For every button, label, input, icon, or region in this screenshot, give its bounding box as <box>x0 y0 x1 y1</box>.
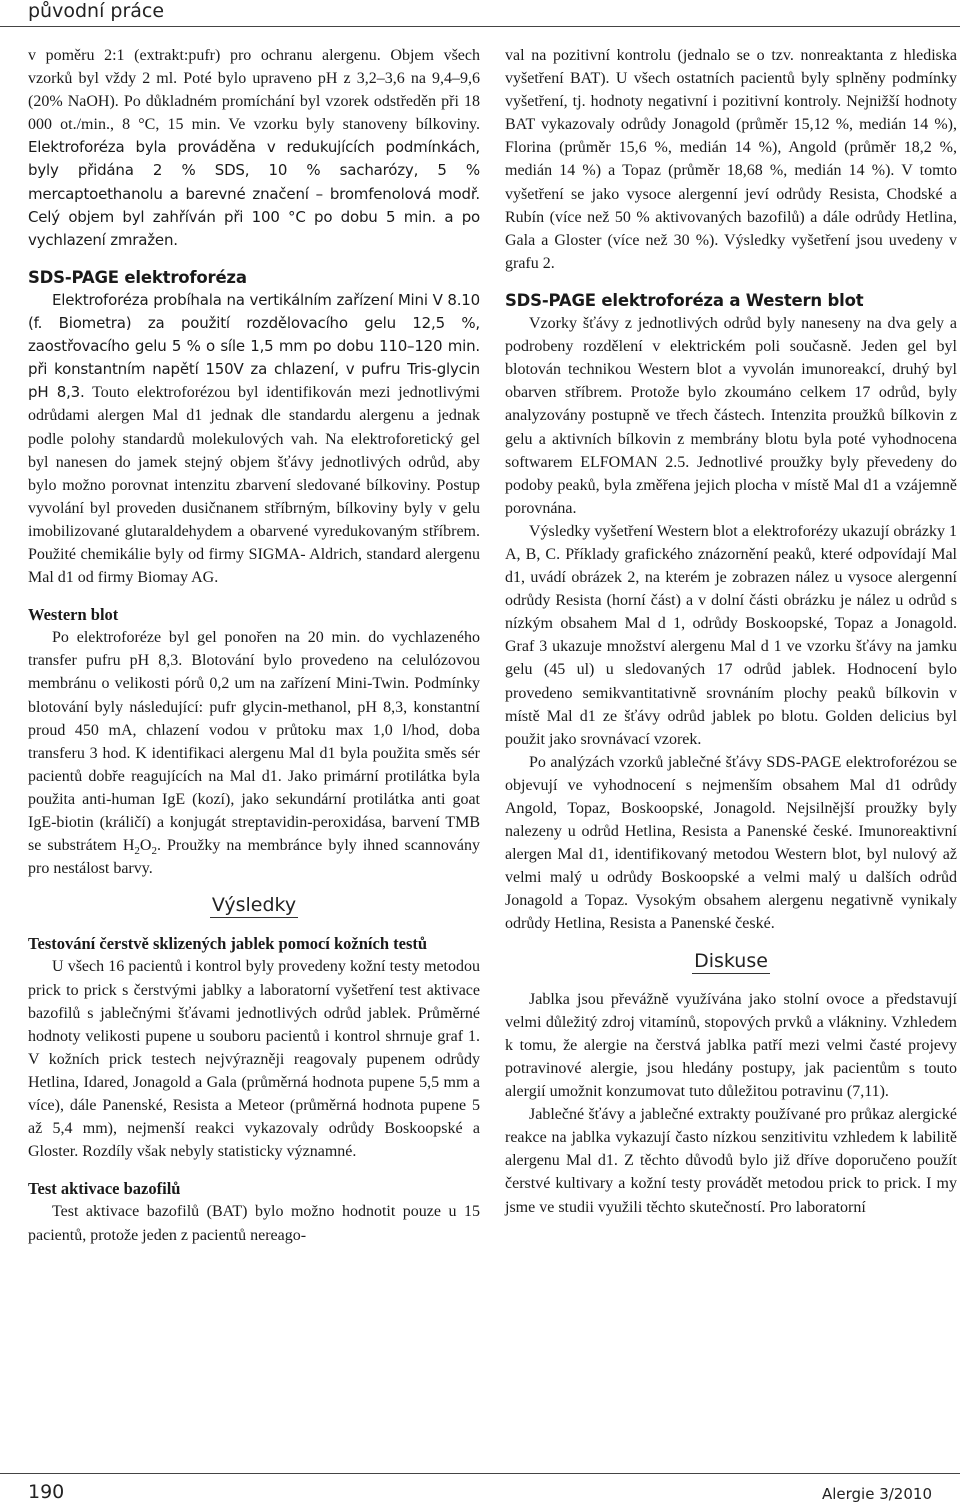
wb-text-end: . Proužky na membránce byly ihned scannovány pro nestálost barvy. <box>28 837 481 878</box>
wb-subscript-2: 2 <box>151 845 157 858</box>
discussion-paragraph-1: Jablka jsou převážně využívána jako stolní ovoce a představují velmi důležitý zdroj vitamínů, stopových prvků a vlákniny. Vzhledem k tomu, že alergie na čerstvá jablka patří mezi velmi časté projevy potravinové alergie, jsou hledány postupy, jak pacientům s touto alergií umožnit konzumovat tuto důležitou potravinu (7,11). <box>505 990 957 1101</box>
sds-page-paragraph <box>28 289 480 589</box>
sds-wb-paragraph-2: Výsledky vyšetření Western blot a elektroforézy ukazují obrázky 1 A, B, C. Příklady grafického znázornění peaků, které odpovídají Mal d1, uvádí obrázek 2, na kterém je zobrazen nález u vysoce alergenní odrůdy Resista (horní část) a v dolní části obrázku je nález u odrůd s nízkým obsahem Mal d 1, odrůdy Boskoopské, Topaz a Jonagold. Graf 3 ukazuje množství alergenu Mal d 1 ve vzorku šťávy na jamku gelu (45 ul) u sledovaných 17 odrůd jablek. Hodnocení bylo provedeno semikvantitativně srovnáním plochy peaků bílkovin v místě Mal d1 ze šťávy odrůd jablek po blotu. Golden delicius byl použit jako srovnávací vzorek. <box>505 522 957 748</box>
fresh-apples-heading: Testování čerstvě sklizených jablek pomocí kožních testů <box>28 934 428 954</box>
results-section-title <box>28 894 480 918</box>
bat-paragraph: Test aktivace bazofilů (BAT) bylo možno hodnotit pouze u 15 pacientů, protože jeden z pacientů nereago- <box>28 1203 480 1244</box>
sds-wb-paragraph-3: Po analýzách vzorků jablečné šťávy SDS-PAGE elektroforézou se objevují ve vyhodnocení s nejmenším obsahem Mal d1 odrůdy Angold, Topaz, Boskoopské, Jonagold. Nejsilnější proužky byly nalezeny u odrůd Hetlina, Resista a Panenské české. Imunoreaktivní alergen Mal d1, identifikovaný metodou Western blot, byl nulový až velmi malý u odrůdy Boskoopské a velmi malý u dalších odrůd Jonagold a Topaz. Vysokým obsahem alergenu negativně vynikaly odrůdy Hetlina, Resista a Panenské české. <box>505 753 957 933</box>
header-bar <box>0 0 960 27</box>
western-blot-paragraph <box>28 626 480 880</box>
section-label: původní práce <box>28 0 165 22</box>
wb-mid: O <box>139 837 152 855</box>
intro-text: v poměru 2:1 (extrakt:pufr) pro ochranu alergenu. Objem všech vzorků byl vždy 2 ml. Poté bylo upraveno pH z 3,2–3,6 na 9,4–9,6 (20% NaOH). Po důkladném promíchání byl vzorek odstředěn při 18 000 ot./min., 8 °C, 15 min. Ve vzorku byly stanoveny bílkoviny. <box>28 47 480 134</box>
sds-wb-paragraph-1: Vzorky šťávy z jednotlivých odrůd byly naneseny na dva gely a podrobeny rozdělení v elektrickém poli současně. Jeden gel byl blotován technikou Western blot a vyvolán imunoreakcí, druhý byl obarven stříbrem. Protože bylo zkoumáno celkem 17 odrůd, byly analyzovány postupně ve třech částech. Intenzita proužků bílkovin z gelu a aktivních bílkovin z membrány blotu byla poté vyhodnocena softwarem ELFOMAN 2.5. Jednotlivé proužky byly převedeny do podoby peaků, byla změřena jejich plocha v místě Mal d1 a vzájemně porovnána. <box>505 315 957 517</box>
right-column <box>505 44 957 1219</box>
footer-rule <box>0 1473 960 1474</box>
wb-subscript-1: 2 <box>134 845 140 858</box>
wb-text: Po elektroforéze byl gel ponořen na 20 min. do vychlazeného transfer pufru pH 8,3. Blotování bylo provedeno na celulózovou membránu o velikosti pórů 0,2 um na zařízení Mini-Twin. Podmínky blotování byly následující: pufr glycin-methanol, pH 8,3, konstantní proud 450 mA, chlazení vodou v průtoku max 1,0 l/hod, doba transferu 3 hod. K identifikaci alergenu Mal d1 byla použita směs sér pacientů dobře reagujících na Mal d1. Jako primární protilátka byla použita anti-human IgE (kozí), jako sekundární protilátka anti goat IgE-biotin (králičí) a konjugát streptavidin-peroxidása, barvení TMB se substrátem H <box>28 629 480 855</box>
intro-sans-text: Elektroforéza byla prováděna v redukujících podmínkách, byly přidána 2 % SDS, 10 % sacharózy, 5 % mercaptoethanolu a barevné značení – bromfenolová modř. Celý objem byl zahříván při 100 °C po dobu 5 min. a po vychlazení zmražen. <box>28 138 480 249</box>
left-column <box>28 44 480 1247</box>
fresh-apples-paragraph: U všech 16 pacientů i kontrol byly provedeny kožní testy metodou prick to prick s čerstvými jablky a laboratorní vyšetření test aktivace bazofilů s jablečnými šťávami jednotlivých odrůd jablek. Průměrné hodnoty velikosti pupene u souboru pacientů i kontrol shrnuje graf 1. V kožních prick testech nejvýrazněji reagovaly pupenem odrůdy Hetlina, Idared, Jonagold a Gala (průměrná hodnota pupene 5,5 mm a více), dále Panenské, Resista a Meteor (průměrná hodnota pupene 5 až 5,4 mm), nejmenší reakci vykazovaly odrůdy Boskoopské a Gloster. Rozdíly však nebyly statisticky významné. <box>28 958 480 1161</box>
bat-heading: Test aktivace bazofilů <box>28 1179 181 1199</box>
sds-wb-heading: SDS-PAGE elektroforéza a Western blot <box>505 290 864 310</box>
journal-issue: Alergie 3/2010 <box>821 1485 932 1503</box>
page-number: 190 <box>28 1481 65 1503</box>
bat-continuation-paragraph: val na pozitivní kontrolu (jednalo se o tzv. nonreaktanta z hlediska vyšetření BAT). U všech ostatních pacientů byly splněny podmínky vyšetření, tj. hodnoty negativní i pozitivní kontroly. Nejnižší hodnoty BAT vykazovaly odrůdy Jonagold (průměr 15,12 %, medián 14 %), Florina (průměr 15,6 %, medián 14 %), Angold (průměr 18,2 %, medián 14 %) a Topaz (průměr 18,68 %, medián 14 %). V tomto vyšetření se jako vysoce alergenní jeví odrůdy Resista, Chodské a Rubín (více než 50 % aktivovaných bazofilů) a dále odrůdy Hetlina, Gala a Gloster (více než 30 %). Výsledky vyšetření jsou uvedeny v grafu 2. <box>505 47 957 272</box>
discussion-paragraph-2: Jablečné šťávy a jablečné extrakty používané pro průkaz alergické reakce na jablka vykazují často nízkou senzitivitu vzhledem k labilitě alergenu Mal d1. Z těchto důvodů bylo již dříve doporučeno použít čerstvé kultivary a kožní testy provádět metodou prick to prick. I my jsme ve studii využili těchto skutečností. Pro laboratorní <box>505 1106 957 1216</box>
sds-serif-text: Touto elektroforézou byl identifikován mezi jednotlivými odrůdami alergen Mal d1 jednak dle standardu alergenu a jednak podle polohy standardů molekulových vah. Na elektroforetický gel byl nanesen do jamek stejný objem šťávy jednotlivých odrůd, aby bylo možno porovnat intenzitu zbarvení sledované bílkoviny. Postup vyvolání byl proveden dusičnanem stříbrným, bílkoviny byly v gelu imobilizované glutaraldehydem a obarvené vyredukovaným stříbrem. Použité chemikálie byly od firmy SIGMA- Aldrich, standard alergenu Mal d1 od firmy Biomay AG. <box>28 384 480 587</box>
results-title: Výsledky <box>211 894 297 917</box>
discussion-title: Diskuse <box>694 949 768 972</box>
intro-paragraph <box>28 44 480 252</box>
sds-page-heading: SDS-PAGE elektroforéza <box>28 267 247 287</box>
western-blot-heading: Western blot <box>28 605 119 625</box>
sds-sans-text: Elektroforéza probíhala na vertikálním zařízení Mini V 8.10 (f. Biometra) za použití rozdělovacího gelu 12,5 %, zaostřovacího gelu 5 % o síle 1,5 mm po dobu 110–120 min. při konstantním napětí 150V za chlazení, v pufru Tris-glycin pH 8,3. <box>28 290 480 402</box>
discussion-section-title <box>505 950 957 974</box>
